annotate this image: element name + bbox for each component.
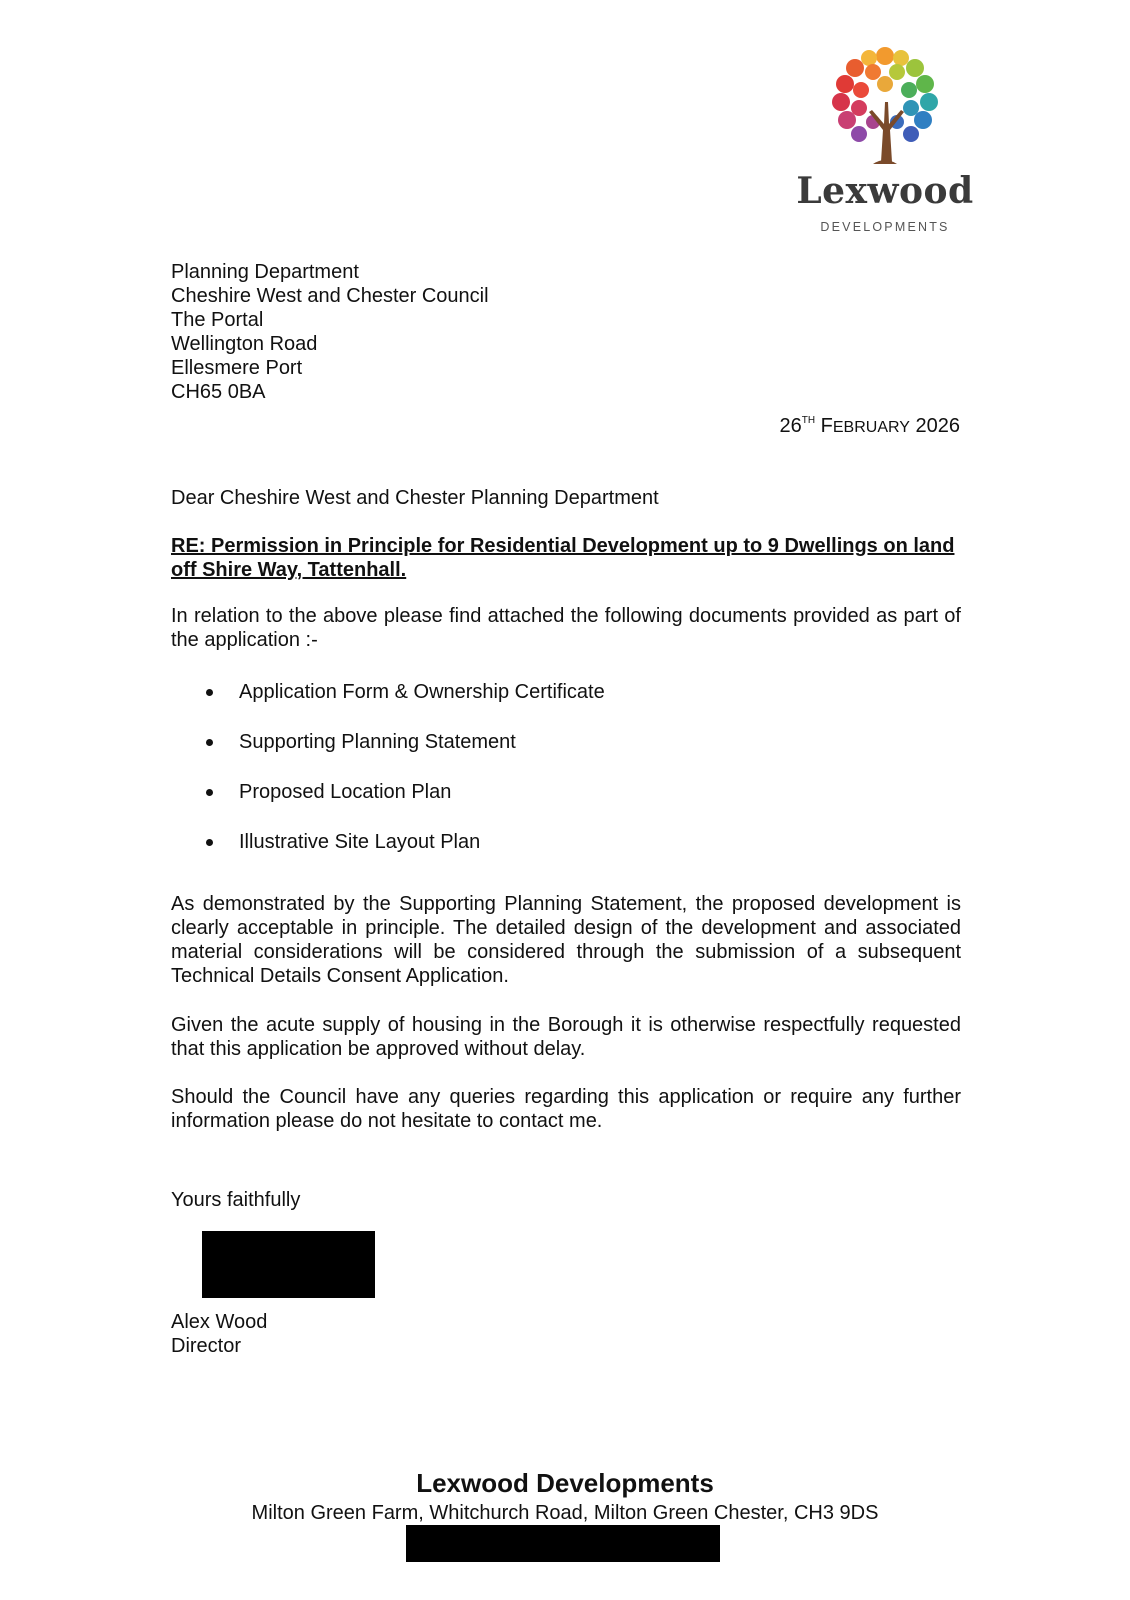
document-label: Illustrative Site Layout Plan: [239, 831, 481, 853]
redacted-contact: [406, 1525, 720, 1562]
body-paragraph: As demonstrated by the Supporting Planning Statement, the proposed development is clearly acceptable in principle. The detailed design of the development and associated material considerations will be considered through the submission of a subsequent Technical Details Consent Application.: [171, 893, 961, 987]
document-label: Application Form & Ownership Certificate: [239, 681, 605, 703]
bullet-icon: [206, 839, 213, 846]
date-month-rest: EBRUARY: [832, 419, 910, 436]
document-label: Supporting Planning Statement: [239, 731, 516, 753]
footer-address: Milton Green Farm, Whitchurch Road, Milton Green Chester, CH3 9DS: [251, 1502, 879, 1524]
subject-line: RE: Permission in Principle for Residential Development up to 9 Dwellings on land off Shire Way, Tattenhall.: [171, 535, 955, 581]
salutation: Dear Cheshire West and Chester Planning Department: [171, 487, 659, 509]
body-paragraph: Given the acute supply of housing in the Borough it is otherwise respectfully requested that this application be approved without delay.: [171, 1014, 961, 1060]
body-paragraph: Should the Council have any queries regarding this application or require any further information please do not hesitate to contact me.: [171, 1086, 961, 1132]
address-line: The Portal: [171, 309, 264, 331]
date-year: 2026: [915, 415, 960, 437]
logo-wordmark: Lexwood: [796, 170, 974, 212]
bullet-icon: [206, 739, 213, 746]
list-item: [171, 680, 605, 730]
signer-title: Director: [171, 1335, 242, 1357]
list-item: [171, 830, 605, 880]
closing: Yours faithfully: [171, 1189, 301, 1211]
date-month-initial: F: [820, 415, 833, 437]
bullet-icon: [206, 789, 213, 796]
list-item: [171, 780, 605, 830]
signer-name: Alex Wood: [171, 1311, 268, 1333]
list-item: [171, 730, 605, 780]
recipient-address: [171, 260, 489, 404]
document-label: Proposed Location Plan: [239, 781, 452, 803]
company-logo: [790, 42, 980, 242]
address-line: Planning Department: [171, 261, 359, 283]
address-line: Wellington Road: [171, 333, 318, 355]
tree-logo-icon: [825, 42, 945, 172]
date-suffix: TH: [801, 415, 816, 426]
footer-company: Lexwood Developments: [416, 1468, 714, 1498]
address-line: Cheshire West and Chester Council: [171, 285, 489, 307]
redacted-signature: [202, 1231, 375, 1298]
address-line: CH65 0BA: [171, 381, 266, 403]
address-line: Ellesmere Port: [171, 357, 303, 379]
document-list: [171, 680, 605, 880]
letter-date: [780, 415, 961, 438]
bullet-icon: [206, 689, 213, 696]
signer-block: [171, 1310, 267, 1358]
logo-tagline: DEVELOPMENTS: [820, 220, 950, 234]
date-day: 26: [779, 415, 802, 437]
intro-paragraph: In relation to the above please find attached the following documents provided as part of the application :-: [171, 605, 961, 651]
